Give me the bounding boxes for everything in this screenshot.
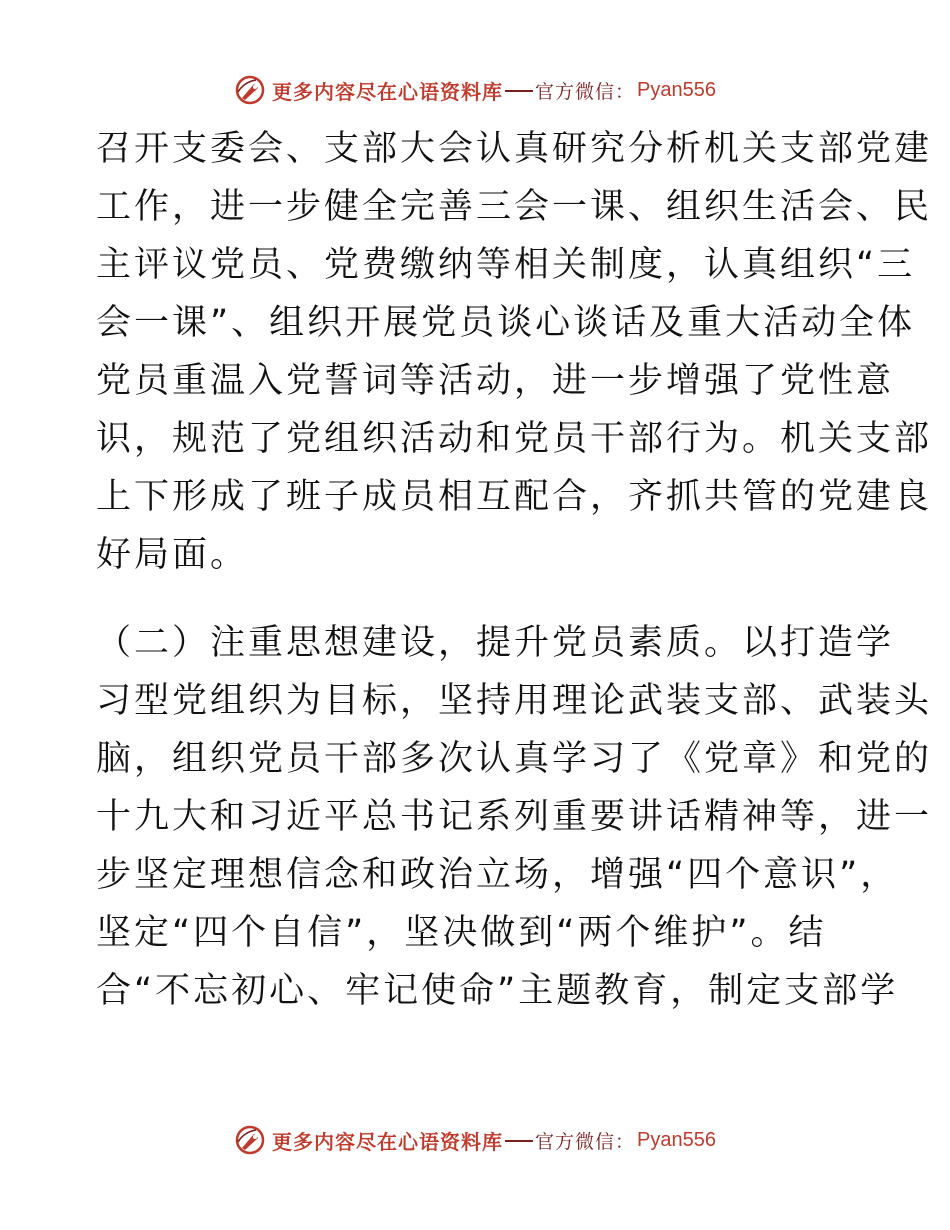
text-line: 步坚定理想信念和政治立场，增强“四个意识”，	[96, 855, 899, 895]
site-name: 更多内容尽在心语资料库	[272, 79, 503, 104]
text-line: 合“不忘初心、牢记使命”主题教育，制定支部学	[96, 971, 899, 1011]
text-line: 主评议党员、党费缴纳等相关制度，认真组织“三	[96, 245, 916, 285]
wechat-id: Pyan556	[637, 1128, 716, 1151]
wechat-id: Pyan556	[637, 78, 716, 101]
text-line: 脑，组织党员干部多次认真学习了《党章》和党的	[96, 739, 933, 779]
text-line: 会一课”、组织开展党员谈心谈话及重大活动全体	[96, 303, 916, 343]
footer-banner	[0, 1120, 950, 1160]
official-label: 官方微信：	[535, 1130, 636, 1153]
document-body	[96, 120, 933, 1020]
text-line: 党员重温入党誓词等活动，进一步增强了党性意	[96, 361, 895, 401]
text-line: 上下形成了班子成员相互配合，齐抓共管的党建良	[96, 477, 933, 517]
divider-dash	[505, 1140, 533, 1142]
paragraph-gap	[96, 584, 856, 614]
official-label: 官方微信：	[535, 80, 636, 103]
text-line: 好局面。	[96, 535, 249, 575]
text-line: 工作，进一步健全完善三会一课、组织生活会、民	[96, 187, 933, 227]
pen-nib-logo-icon	[234, 74, 266, 106]
text-line: 坚定“四个自信”，坚决做到“两个维护”。结	[96, 913, 827, 953]
paragraph-2	[96, 614, 933, 1020]
divider-dash	[505, 90, 533, 92]
text-line: 识，规范了党组织活动和党员干部行为。机关支部	[96, 419, 933, 459]
pen-nib-logo-icon	[234, 1124, 266, 1156]
header-banner	[0, 70, 950, 110]
text-line: 十九大和习近平总书记系列重要讲话精神等，进一	[96, 797, 933, 837]
site-name: 更多内容尽在心语资料库	[272, 1129, 503, 1154]
paragraph-1	[96, 120, 933, 584]
text-line: 召开支委会、支部大会认真研究分析机关支部党建	[96, 129, 933, 169]
text-line: （二）注重思想建设，提升党员素质。以打造学	[96, 623, 895, 663]
text-line: 习型党组织为目标，坚持用理论武装支部、武装头	[96, 681, 933, 721]
